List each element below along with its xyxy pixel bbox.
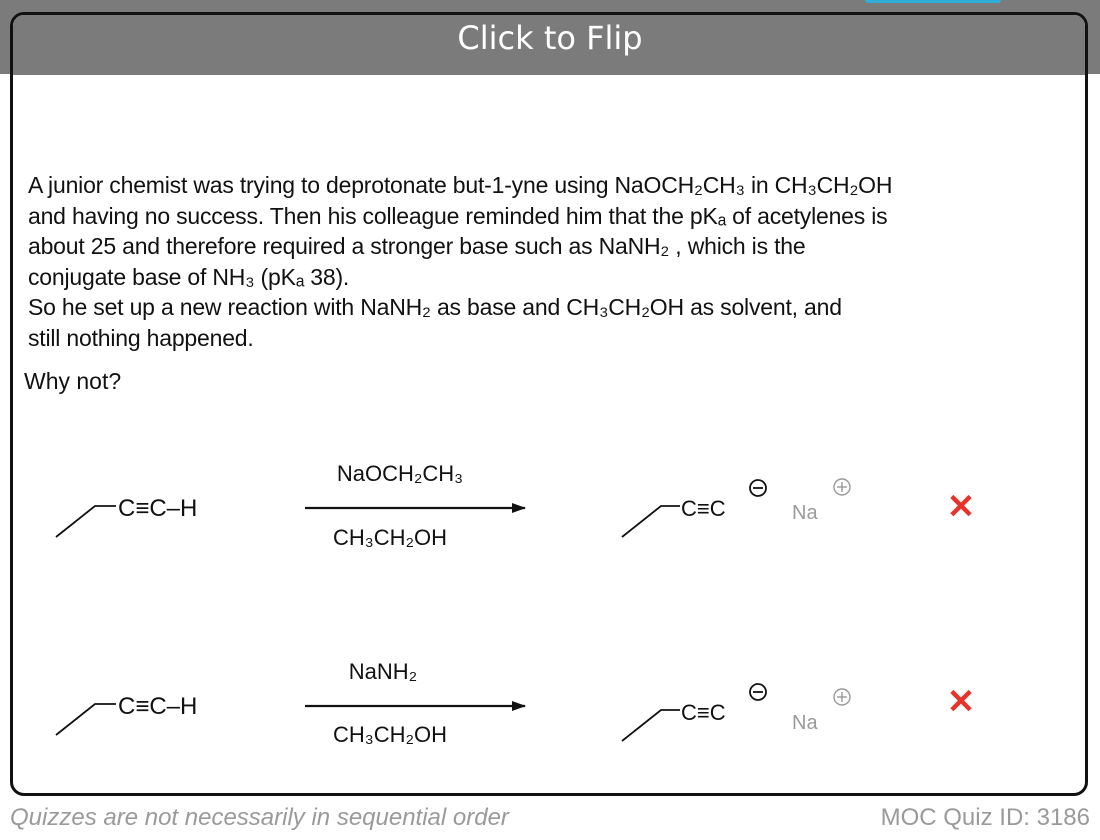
reagent-top: NaOCH₂CH₃ xyxy=(336,461,464,486)
tab-accent-indicator xyxy=(865,0,1001,3)
sodium-counterion: Na xyxy=(792,502,818,524)
question-line: conjugate base of NH₃ (pKₐ 38). xyxy=(28,263,350,290)
quiz-id: MOC Quiz ID: 3186 xyxy=(880,804,1090,831)
sodium-counterion: Na xyxy=(792,712,818,734)
question-line: still nothing happened. xyxy=(28,324,254,351)
reactant-alkyne: C≡C–H xyxy=(118,495,198,522)
reactant-alkyne: C≡C–H xyxy=(118,693,198,720)
reagent-bottom: CH₃CH₂OH xyxy=(332,525,448,550)
flashcard[interactable] xyxy=(10,12,1088,796)
question-line: A junior chemist was trying to deprotonate but-1-yne using NaOCH₂CH₃ in CH₃CH₂OH xyxy=(28,172,893,198)
reagent-top: NaNH₂ xyxy=(348,659,418,684)
question-line: So he set up a new reaction with NaNH₂ as base and CH₃CH₂OH as solvent, and xyxy=(28,294,842,320)
question-text xyxy=(28,170,1073,353)
reagent-bottom: CH₃CH₂OH xyxy=(332,722,448,747)
question-prompt: Why not? xyxy=(24,368,122,394)
sequence-note: Quizzes are not necessarily in sequential order xyxy=(10,804,509,831)
question-line: and having no success. Then his colleague reminded him that the pKₐ of acetylenes is xyxy=(28,202,888,229)
product-acetylide: C≡C xyxy=(681,496,726,521)
cross-icon: ✕ xyxy=(946,488,976,526)
cross-icon: ✕ xyxy=(946,683,976,721)
question-line: about 25 and therefore required a stronger base such as NaNH₂ , which is the xyxy=(28,233,806,259)
product-acetylide: C≡C xyxy=(681,700,726,725)
click-to-flip-button[interactable]: Click to Flip xyxy=(457,19,643,57)
